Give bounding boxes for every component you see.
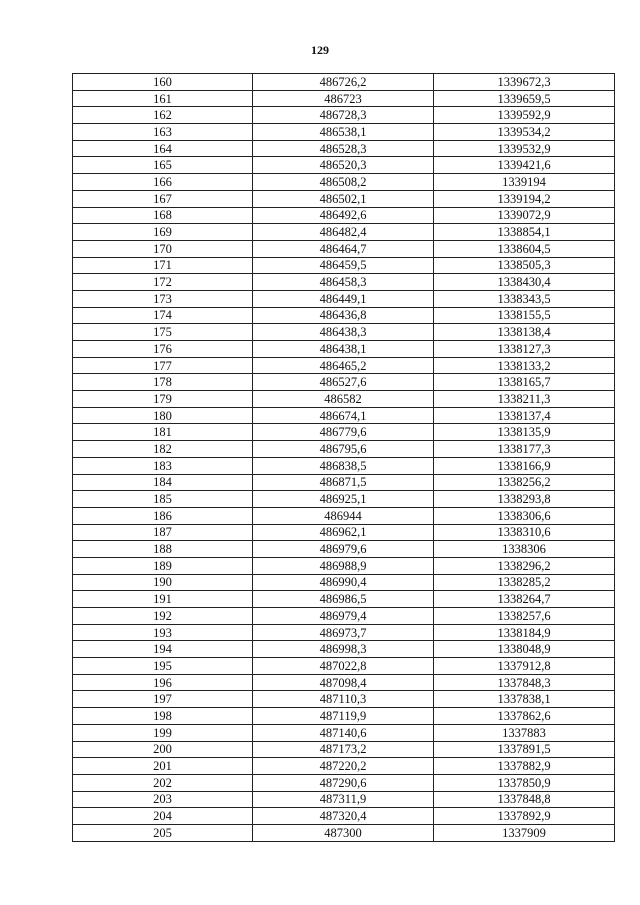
point-number-cell: 193 [73, 624, 253, 641]
y-coordinate-cell: 1338048,9 [434, 641, 615, 658]
y-coordinate-cell: 1338177,3 [434, 441, 615, 458]
table-row [73, 557, 615, 574]
y-coordinate-cell: 1337838,1 [434, 691, 615, 708]
table-row [73, 658, 615, 675]
table-row [73, 207, 615, 224]
table-row [73, 824, 615, 841]
x-coordinate-cell: 486520,3 [253, 157, 434, 174]
x-coordinate-cell: 486986,5 [253, 591, 434, 608]
y-coordinate-cell: 1337891,5 [434, 741, 615, 758]
point-number-cell: 179 [73, 391, 253, 408]
x-coordinate-cell: 486779,6 [253, 424, 434, 441]
table-row [73, 374, 615, 391]
table-row [73, 758, 615, 775]
table-row [73, 791, 615, 808]
point-number-cell: 199 [73, 724, 253, 741]
point-number-cell: 196 [73, 674, 253, 691]
point-number-cell: 195 [73, 658, 253, 675]
table-row [73, 491, 615, 508]
y-coordinate-cell: 1338184,9 [434, 624, 615, 641]
x-coordinate-cell: 486838,5 [253, 457, 434, 474]
table-row [73, 407, 615, 424]
y-coordinate-cell: 1338211,3 [434, 391, 615, 408]
x-coordinate-cell: 486482,4 [253, 224, 434, 241]
table-row [73, 457, 615, 474]
y-coordinate-cell: 1338138,4 [434, 324, 615, 341]
x-coordinate-cell: 486465,2 [253, 357, 434, 374]
point-number-cell: 167 [73, 190, 253, 207]
x-coordinate-cell: 486458,3 [253, 274, 434, 291]
y-coordinate-cell: 1338285,2 [434, 574, 615, 591]
y-coordinate-cell: 1338306 [434, 541, 615, 558]
x-coordinate-cell: 486944 [253, 507, 434, 524]
y-coordinate-cell: 1338166,9 [434, 457, 615, 474]
table-row [73, 624, 615, 641]
table-row [73, 474, 615, 491]
point-number-cell: 201 [73, 758, 253, 775]
point-number-cell: 172 [73, 274, 253, 291]
x-coordinate-cell: 486449,1 [253, 290, 434, 307]
point-number-cell: 165 [73, 157, 253, 174]
point-number-cell: 183 [73, 457, 253, 474]
table-row [73, 591, 615, 608]
table-row [73, 708, 615, 725]
y-coordinate-cell: 1339072,9 [434, 207, 615, 224]
x-coordinate-cell: 486871,5 [253, 474, 434, 491]
x-coordinate-cell: 486464,7 [253, 240, 434, 257]
x-coordinate-cell: 487300 [253, 824, 434, 841]
y-coordinate-cell: 1339534,2 [434, 124, 615, 141]
y-coordinate-cell: 1337848,8 [434, 791, 615, 808]
point-number-cell: 161 [73, 90, 253, 107]
table-row [73, 274, 615, 291]
point-number-cell: 200 [73, 741, 253, 758]
table-row [73, 341, 615, 358]
point-number-cell: 203 [73, 791, 253, 808]
x-coordinate-cell: 486538,1 [253, 124, 434, 141]
table-row [73, 507, 615, 524]
point-number-cell: 192 [73, 608, 253, 625]
y-coordinate-cell: 1338155,5 [434, 307, 615, 324]
y-coordinate-cell: 1337883 [434, 724, 615, 741]
y-coordinate-cell: 1339672,3 [434, 74, 615, 91]
point-number-cell: 188 [73, 541, 253, 558]
table-row [73, 140, 615, 157]
x-coordinate-cell: 487140,6 [253, 724, 434, 741]
point-number-cell: 177 [73, 357, 253, 374]
table-row [73, 307, 615, 324]
table-row [73, 424, 615, 441]
x-coordinate-cell: 486795,6 [253, 441, 434, 458]
table-row [73, 691, 615, 708]
y-coordinate-cell: 1338306,6 [434, 507, 615, 524]
point-number-cell: 173 [73, 290, 253, 307]
point-number-cell: 190 [73, 574, 253, 591]
table-row [73, 524, 615, 541]
y-coordinate-cell: 1337862,6 [434, 708, 615, 725]
y-coordinate-cell: 1339532,9 [434, 140, 615, 157]
point-number-cell: 174 [73, 307, 253, 324]
table-row [73, 124, 615, 141]
x-coordinate-cell: 487022,8 [253, 658, 434, 675]
x-coordinate-cell: 486502,1 [253, 190, 434, 207]
point-number-cell: 170 [73, 240, 253, 257]
table-row [73, 324, 615, 341]
x-coordinate-cell: 486990,4 [253, 574, 434, 591]
x-coordinate-cell: 486979,6 [253, 541, 434, 558]
point-number-cell: 160 [73, 74, 253, 91]
table-row [73, 224, 615, 241]
table-row [73, 741, 615, 758]
y-coordinate-cell: 1337909 [434, 824, 615, 841]
point-number-cell: 191 [73, 591, 253, 608]
y-coordinate-cell: 1339659,5 [434, 90, 615, 107]
y-coordinate-cell: 1337912,8 [434, 658, 615, 675]
y-coordinate-cell: 1338293,8 [434, 491, 615, 508]
table-row [73, 724, 615, 741]
y-coordinate-cell: 1339194,2 [434, 190, 615, 207]
point-number-cell: 180 [73, 407, 253, 424]
point-number-cell: 171 [73, 257, 253, 274]
y-coordinate-cell: 1338604,5 [434, 240, 615, 257]
y-coordinate-cell: 1338257,6 [434, 608, 615, 625]
y-coordinate-cell: 1338133,2 [434, 357, 615, 374]
x-coordinate-cell: 486723 [253, 90, 434, 107]
x-coordinate-cell: 487110,3 [253, 691, 434, 708]
x-coordinate-cell: 486726,2 [253, 74, 434, 91]
y-coordinate-cell: 1338854,1 [434, 224, 615, 241]
y-coordinate-cell: 1338256,2 [434, 474, 615, 491]
x-coordinate-cell: 486925,1 [253, 491, 434, 508]
x-coordinate-cell: 486962,1 [253, 524, 434, 541]
point-number-cell: 204 [73, 808, 253, 825]
y-coordinate-cell: 1338165,7 [434, 374, 615, 391]
y-coordinate-cell: 1337892,9 [434, 808, 615, 825]
coordinates-table-body [73, 74, 615, 842]
point-number-cell: 189 [73, 557, 253, 574]
point-number-cell: 166 [73, 174, 253, 191]
x-coordinate-cell: 487173,2 [253, 741, 434, 758]
point-number-cell: 169 [73, 224, 253, 241]
point-number-cell: 181 [73, 424, 253, 441]
point-number-cell: 186 [73, 507, 253, 524]
x-coordinate-cell: 486728,3 [253, 107, 434, 124]
y-coordinate-cell: 1339592,9 [434, 107, 615, 124]
x-coordinate-cell: 486436,8 [253, 307, 434, 324]
table-row [73, 774, 615, 791]
point-number-cell: 197 [73, 691, 253, 708]
x-coordinate-cell: 486973,7 [253, 624, 434, 641]
point-number-cell: 175 [73, 324, 253, 341]
x-coordinate-cell: 487119,9 [253, 708, 434, 725]
y-coordinate-cell: 1338135,9 [434, 424, 615, 441]
point-number-cell: 162 [73, 107, 253, 124]
x-coordinate-cell: 486998,3 [253, 641, 434, 658]
point-number-cell: 184 [73, 474, 253, 491]
x-coordinate-cell: 487320,4 [253, 808, 434, 825]
y-coordinate-cell: 1339421,6 [434, 157, 615, 174]
table-row [73, 641, 615, 658]
table-row [73, 107, 615, 124]
point-number-cell: 164 [73, 140, 253, 157]
coordinates-table [72, 73, 615, 842]
x-coordinate-cell: 486979,4 [253, 608, 434, 625]
point-number-cell: 168 [73, 207, 253, 224]
table-row [73, 391, 615, 408]
y-coordinate-cell: 1337850,9 [434, 774, 615, 791]
x-coordinate-cell: 486508,2 [253, 174, 434, 191]
x-coordinate-cell: 486674,1 [253, 407, 434, 424]
x-coordinate-cell: 486438,3 [253, 324, 434, 341]
y-coordinate-cell: 1338430,4 [434, 274, 615, 291]
point-number-cell: 178 [73, 374, 253, 391]
y-coordinate-cell: 1338264,7 [434, 591, 615, 608]
table-row [73, 190, 615, 207]
y-coordinate-cell: 1338310,6 [434, 524, 615, 541]
x-coordinate-cell: 486528,3 [253, 140, 434, 157]
x-coordinate-cell: 487098,4 [253, 674, 434, 691]
x-coordinate-cell: 486582 [253, 391, 434, 408]
y-coordinate-cell: 1338127,3 [434, 341, 615, 358]
y-coordinate-cell: 1337882,9 [434, 758, 615, 775]
y-coordinate-cell: 1337848,3 [434, 674, 615, 691]
table-row [73, 174, 615, 191]
table-row [73, 157, 615, 174]
x-coordinate-cell: 487290,6 [253, 774, 434, 791]
point-number-cell: 176 [73, 341, 253, 358]
page-number: 129 [311, 43, 329, 57]
y-coordinate-cell: 1338505,3 [434, 257, 615, 274]
table-row [73, 574, 615, 591]
y-coordinate-cell: 1338343,5 [434, 290, 615, 307]
x-coordinate-cell: 487220,2 [253, 758, 434, 775]
point-number-cell: 185 [73, 491, 253, 508]
point-number-cell: 198 [73, 708, 253, 725]
point-number-cell: 182 [73, 441, 253, 458]
x-coordinate-cell: 486527,6 [253, 374, 434, 391]
x-coordinate-cell: 486988,9 [253, 557, 434, 574]
table-row [73, 290, 615, 307]
point-number-cell: 205 [73, 824, 253, 841]
x-coordinate-cell: 486492,6 [253, 207, 434, 224]
point-number-cell: 163 [73, 124, 253, 141]
y-coordinate-cell: 1338296,2 [434, 557, 615, 574]
table-row [73, 257, 615, 274]
table-row [73, 808, 615, 825]
x-coordinate-cell: 486438,1 [253, 341, 434, 358]
point-number-cell: 187 [73, 524, 253, 541]
x-coordinate-cell: 487311,9 [253, 791, 434, 808]
table-row [73, 541, 615, 558]
table-row [73, 90, 615, 107]
y-coordinate-cell: 1339194 [434, 174, 615, 191]
y-coordinate-cell: 1338137,4 [434, 407, 615, 424]
point-number-cell: 202 [73, 774, 253, 791]
table-row [73, 357, 615, 374]
point-number-cell: 194 [73, 641, 253, 658]
table-row [73, 441, 615, 458]
table-row [73, 240, 615, 257]
table-row [73, 74, 615, 91]
table-row [73, 608, 615, 625]
table-row [73, 674, 615, 691]
x-coordinate-cell: 486459,5 [253, 257, 434, 274]
